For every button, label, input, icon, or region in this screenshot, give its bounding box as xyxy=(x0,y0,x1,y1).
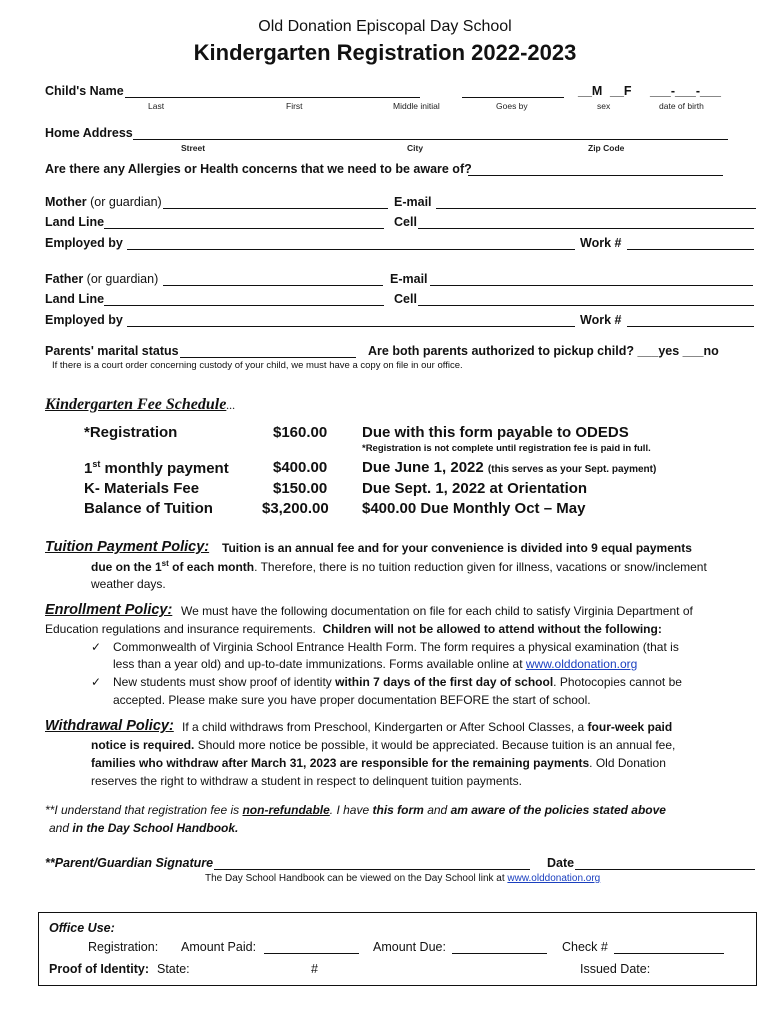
fee-first-payment-due xyxy=(362,459,656,476)
office-use-box xyxy=(38,912,757,986)
father-label-bold: Father xyxy=(45,272,84,286)
fee-registration-due: Due with this form payable to ODEDS xyxy=(362,424,629,441)
check-icon: ✓ xyxy=(91,640,102,654)
ack-d: this form xyxy=(372,803,424,817)
enrollment-item2-line2: accepted. Please make sure you have proper documentation BEFORE the start of school. xyxy=(113,693,591,707)
tuition-policy-due-sup: st xyxy=(161,559,169,568)
child-name-label: Child's Name xyxy=(45,84,124,98)
father-landline-label: Land Line xyxy=(45,292,105,306)
office-state-label: State: xyxy=(157,962,190,976)
ack-a: **I understand that registration fee is xyxy=(45,803,240,817)
fee-first-payment-name xyxy=(84,459,229,477)
sub-street: Street xyxy=(181,143,206,153)
father-cell-field[interactable] xyxy=(418,305,754,306)
ack-g: and xyxy=(49,821,70,835)
withdrawal-line2-a: Should more notice be possible, it would be appreciated. Because tuition is an annual fee, xyxy=(194,738,676,752)
fee-first-suffix: monthly payment xyxy=(100,460,229,477)
enrollment-line1: We must have the following documentation on file for each child to satisfy Virginia Department of xyxy=(181,604,693,618)
signature-field[interactable] xyxy=(214,869,530,870)
father-email-field[interactable] xyxy=(430,285,753,286)
date-label: Date xyxy=(547,856,575,870)
ack-e: and xyxy=(427,803,448,817)
tuition-policy-heading xyxy=(45,539,209,555)
mother-label-rest: (or guardian) xyxy=(86,195,162,209)
office-check-field[interactable] xyxy=(614,953,724,954)
page-title: Kindergarten Registration 2022-2023 xyxy=(193,40,577,65)
withdrawal-line2-bold: notice is required. xyxy=(91,738,195,752)
enrollment-line2-a: Education regulations and insurance requirements. xyxy=(45,622,316,636)
father-work-label: Work # xyxy=(580,313,622,327)
date-field[interactable] xyxy=(575,869,755,870)
enrollment-item1-b: less than a year old) and up-to-date immunizations. Forms available online at xyxy=(113,657,523,671)
check-icon: ✓ xyxy=(91,675,102,689)
enrollment-item1-line2 xyxy=(113,657,637,671)
office-amount-paid-field[interactable] xyxy=(264,953,359,954)
enrollment-line2-bold: Children will not be allowed to attend without the following: xyxy=(322,622,662,636)
goes-by-field[interactable] xyxy=(462,97,564,98)
fee-first-prefix: 1 xyxy=(84,460,93,477)
sub-middle: Middle initial xyxy=(393,101,440,111)
enrollment-item1 xyxy=(91,640,679,654)
father-label-rest: (or guardian) xyxy=(83,272,159,286)
father-employed-label: Employed by xyxy=(45,313,123,327)
acknowledge-line2 xyxy=(49,821,238,835)
fee-schedule-heading xyxy=(45,396,235,414)
ack-f: am aware of the policies stated above xyxy=(450,803,666,817)
allergies-question: Are there any Allergies or Health concerns that we need to be aware of? xyxy=(45,162,472,176)
fee-first-payment-amount: $400.00 xyxy=(273,459,328,476)
sex-f-option[interactable]: __F xyxy=(610,84,632,98)
court-order-note: If there is a court order concerning custody of your child, we must have a copy on file in our office. xyxy=(52,360,463,371)
withdrawal-line1-a: If a child withdraws from Preschool, Kindergarten or After School Classes, a xyxy=(182,720,585,734)
enrollment-line2 xyxy=(45,622,662,636)
withdrawal-line1 xyxy=(182,720,672,734)
child-name-field[interactable] xyxy=(125,97,420,98)
enrollment-item2 xyxy=(91,675,682,689)
enrollment-item2-a: New students must show proof of identity xyxy=(113,675,332,689)
fee-registration-amount: $160.00 xyxy=(273,424,328,441)
withdrawal-line1-bold: four-week paid xyxy=(587,720,673,734)
fee-materials-name: K- Materials Fee xyxy=(84,480,200,497)
enrollment-item1-a: Commonwealth of Virginia School Entrance Health Form. The form requires a physical examination (that is xyxy=(113,640,679,654)
mother-email-field[interactable] xyxy=(436,208,756,209)
father-landline-field[interactable] xyxy=(104,305,384,306)
pickup-question[interactable]: Are both parents authorized to pickup child? ___yes ___no xyxy=(368,344,719,358)
father-work-field[interactable] xyxy=(627,326,754,327)
handbook-text: The Day School Handbook can be viewed on the Day School link at xyxy=(205,873,505,884)
mother-employed-label: Employed by xyxy=(45,236,123,250)
tuition-policy-line1: Tuition is an annual fee and for your convenience is divided into 9 equal payments xyxy=(222,541,692,555)
sub-city: City xyxy=(407,143,424,153)
marital-status-field[interactable] xyxy=(180,357,356,358)
withdrawal-line3 xyxy=(91,756,666,770)
school-name: Old Donation Episcopal Day School xyxy=(258,18,512,35)
allergies-field[interactable] xyxy=(468,175,723,176)
withdrawal-policy-heading-text: Withdrawal Policy: xyxy=(45,718,174,734)
office-issued-label: Issued Date: xyxy=(580,962,651,976)
mother-cell-field[interactable] xyxy=(418,228,754,229)
marital-status-label: Parents' marital status xyxy=(45,344,179,358)
office-amount-due-label: Amount Due: xyxy=(373,940,446,954)
sub-sex: sex xyxy=(597,101,611,111)
office-registration-label: Registration: xyxy=(88,940,159,954)
mother-name-field[interactable] xyxy=(163,208,388,209)
sub-goes-by: Goes by xyxy=(496,101,528,111)
acknowledge-line1 xyxy=(45,803,666,817)
withdrawal-line3-a: . Old Donation xyxy=(589,756,666,770)
withdrawal-line4: reserves the right to withdraw a student in respect to delinquent tuition payments. xyxy=(91,774,522,788)
enrollment-item2-bold: within 7 days of the first day of school xyxy=(335,675,554,689)
enrollment-policy-heading xyxy=(45,602,172,618)
fee-tuition-due: $400.00 Due Monthly Oct – May xyxy=(362,500,586,517)
ack-c: . I have xyxy=(329,803,370,817)
withdrawal-line2 xyxy=(91,738,675,752)
ack-b: non-refundable xyxy=(242,803,330,817)
mother-work-field[interactable] xyxy=(627,249,754,250)
fee-registration-name: *Registration xyxy=(84,424,178,441)
fee-tuition-amount: $3,200.00 xyxy=(262,500,329,517)
sub-first: First xyxy=(286,101,303,111)
sub-zip: Zip Code xyxy=(588,143,625,153)
father-name-field[interactable] xyxy=(163,285,383,286)
tuition-policy-rest: . Therefore, there is no tuition reduction given for illness, vacations or snow/inclement xyxy=(254,560,707,574)
father-label xyxy=(45,272,158,286)
office-use-title: Office Use: xyxy=(49,921,115,935)
sub-last: Last xyxy=(148,101,165,111)
fee-materials-due: Due Sept. 1, 2022 at Orientation xyxy=(362,480,588,497)
office-amount-paid-label: Amount Paid: xyxy=(181,940,257,954)
home-address-label: Home Address xyxy=(45,126,133,140)
fee-tuition-name: Balance of Tuition xyxy=(84,500,213,517)
mother-employer-field[interactable] xyxy=(127,249,575,250)
fee-first-sup: st xyxy=(92,459,101,469)
fee-schedule-heading-suffix: ... xyxy=(226,398,236,412)
mother-label xyxy=(45,195,162,209)
handbook-note xyxy=(205,873,600,884)
tuition-policy-due-b: of each month xyxy=(168,560,255,574)
withdrawal-policy-heading xyxy=(45,718,174,734)
tuition-policy-heading-text: Tuition Payment Policy: xyxy=(45,539,210,555)
mother-cell-label: Cell xyxy=(394,215,417,229)
mother-label-bold: Mother xyxy=(45,195,87,209)
mother-email-label: E-mail xyxy=(394,195,432,209)
sub-dob: date of birth xyxy=(659,101,704,111)
fee-june-due: Due June 1, 2022 xyxy=(362,459,484,476)
signature-label: **Parent/Guardian Signature xyxy=(45,856,214,870)
mother-work-label: Work # xyxy=(580,236,622,250)
withdrawal-line3-bold: families who withdraw after March 31, 2023 are responsible for the remaining payments xyxy=(91,756,590,770)
enrollment-policy-heading-text: Enrollment Policy: xyxy=(45,602,173,618)
fee-june-note: (this serves as your Sept. payment) xyxy=(487,464,657,475)
office-amount-due-field[interactable] xyxy=(452,953,547,954)
dob-field[interactable]: ___-___-___ xyxy=(650,84,721,98)
office-check-label: Check # xyxy=(562,940,608,954)
sex-m-option[interactable]: __M xyxy=(578,84,603,98)
father-employer-field[interactable] xyxy=(127,326,575,327)
office-proof-label: Proof of Identity: xyxy=(49,962,149,976)
tuition-policy-line2 xyxy=(91,559,707,574)
enrollment-item2-b: . Photocopies cannot be xyxy=(553,675,682,689)
tuition-policy-line3: weather days. xyxy=(91,577,166,591)
fee-schedule-heading-text: Kindergarten Fee Schedule xyxy=(45,396,227,413)
handbook-link[interactable]: www.olddonation.org xyxy=(507,873,601,884)
registration-note: *Registration is not complete until registration fee is paid in full. xyxy=(362,443,651,454)
tuition-policy-due-a: due on the 1 xyxy=(91,560,162,574)
olddonation-link[interactable]: www.olddonation.org xyxy=(525,657,638,671)
mother-landline-field[interactable] xyxy=(104,228,384,229)
father-email-label: E-mail xyxy=(390,272,428,286)
office-hash-label: # xyxy=(311,962,318,976)
home-address-field[interactable] xyxy=(133,139,728,140)
fee-materials-amount: $150.00 xyxy=(273,480,328,497)
ack-h: in the Day School Handbook. xyxy=(72,821,239,835)
mother-landline-label: Land Line xyxy=(45,215,105,229)
father-cell-label: Cell xyxy=(394,292,417,306)
